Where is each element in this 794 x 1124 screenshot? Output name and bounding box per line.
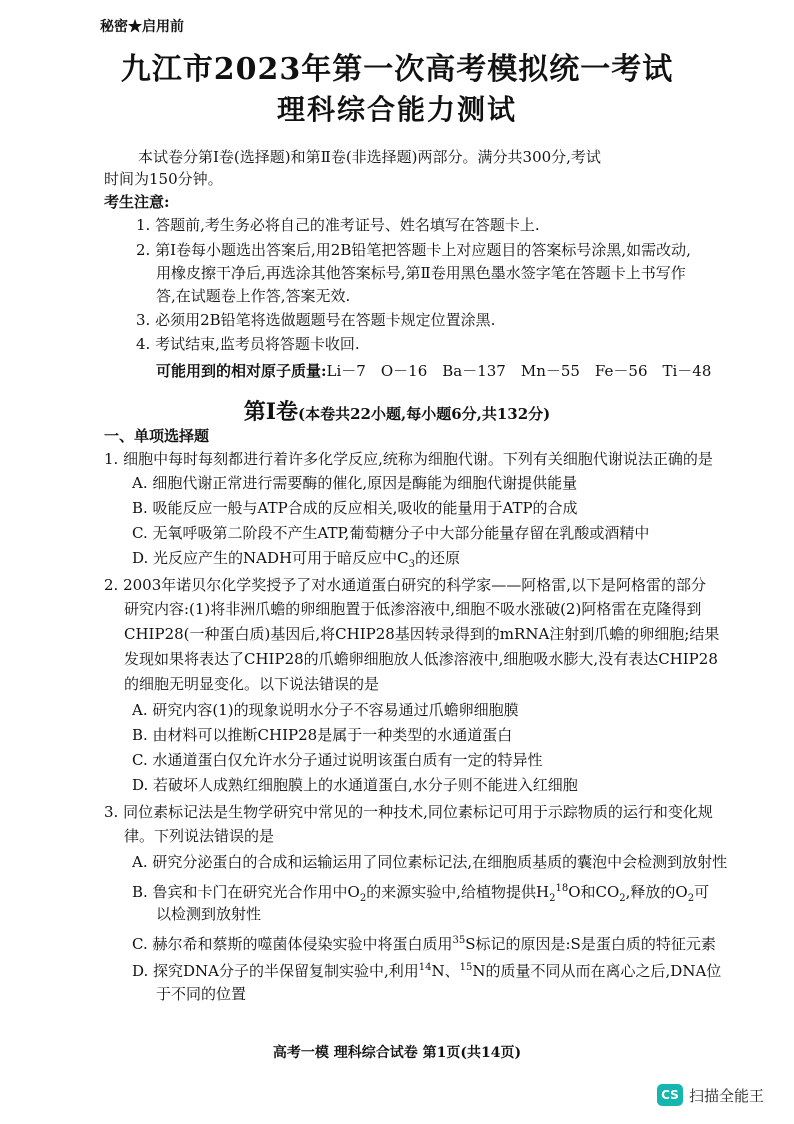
question-type: 一、单项选择题: [104, 427, 210, 445]
page-footer: 高考一模 理科综合试卷 第1页(共14页): [272, 1045, 522, 1061]
q2-line-5: 的细胞无明显变化。以下说法错误的是: [124, 675, 380, 693]
q2-option-b: B. 由材料可以推断CHIP28是属于一种类型的水通道蛋白: [132, 726, 513, 744]
notice-item-2a: 2. 第Ⅰ卷每小题选出答案后,用2B铅笔把答题卡上对应题目的答案标号涂黑,如需改动,: [136, 241, 691, 259]
atomic-mass-label: 可能用到的相对原子质量:: [156, 362, 327, 380]
q3-option-b-line-2: 以检测到放射性: [156, 905, 262, 923]
q1-option-a: A. 细胞代谢正常进行需要酶的催化,原因是酶能为细胞代谢提供能量: [132, 474, 578, 492]
q1-d-post: 的还原: [414, 549, 460, 567]
q3-option-a: A. 研究分泌蛋白的合成和运输运用了同位素标记法,在细胞质基质的囊泡中会检测到放射性: [132, 853, 728, 871]
q3-d-pre: D. 探究DNA分子的半保留复制实验中,利用: [132, 962, 419, 980]
atomic-mass-values: Li－7 O－16 Ba－137 Mn－55 Fe－56 Ti－48: [326, 362, 712, 380]
q3-option-d-line-2: 于不同的位置: [156, 985, 247, 1003]
q3-b-mid3: ,释放的O: [625, 883, 688, 901]
notice-item-1: 1. 答题前,考生务必将自己的准考证号、姓名填写在答题卡上.: [136, 216, 540, 234]
q3-d-sup-2: 15: [459, 962, 473, 973]
section-heading: [0, 395, 794, 426]
q3-b-sub-4: 2: [687, 893, 695, 904]
q3-d-mid: N、: [431, 962, 460, 980]
q3-line-1: 3. 同位素标记法是生物学研究中常见的一种技术,同位素标记可用于示踪物质的运行和变化规: [104, 803, 713, 821]
camscanner-logo-icon: CS: [657, 1084, 683, 1106]
q1-option-c: C. 无氧呼吸第二阶段不产生ATP,葡萄糖分子中大部分能量存留在乳酸或酒精中: [132, 524, 650, 542]
q3-b-mid: 的来源实验中,给植物提供H: [366, 883, 550, 901]
exam-title: 九江市2023年第一次高考模拟统一考试: [120, 52, 674, 87]
q1-d-sub: 3: [408, 559, 415, 570]
q3-b-mid2: O和CO: [568, 883, 620, 901]
intro-line-2: 时间为150分钟。: [104, 170, 223, 188]
q3-b-sub-3: 2: [619, 893, 626, 904]
section-name: 第Ⅰ卷: [243, 399, 299, 425]
q3-line-2: 律。下列说法错误的是: [124, 827, 275, 845]
q1-stem: 1. 细胞中每时每刻都进行着许多化学反应,统称为细胞代谢。下列有关细胞代谢说法正确的是: [104, 450, 713, 468]
q2-line-4: 发现如果将表达了CHIP28的爪蟾卵细胞放人低渗溶液中,细胞吸水膨大,没有表达CHIP28: [124, 650, 718, 668]
q2-line-3: CHIP28(一种蛋白质)基因后,将CHIP28基因转录得到的mRNA注射到爪蟾的卵细胞;结果: [124, 625, 720, 643]
q1-d-text: D. 光反应产生的NADH可用于暗反应中C: [132, 549, 409, 567]
q2-line-2: 研究内容:(1)将非洲爪蟾的卵细胞置于低渗溶液中,细胞不吸水涨破(2)阿格雷在克隆得到: [124, 600, 702, 618]
q3-option-c: [132, 930, 716, 955]
q3-b-sub-2: 2: [549, 893, 556, 904]
q1-option-b: B. 吸能反应一般与ATP合成的反应相关,吸收的能量用于ATP的合成: [132, 499, 578, 517]
q3-c-sup: 35: [452, 935, 466, 946]
exam-subtitle: 理科综合能力测试: [276, 93, 517, 126]
notice-item-2c: 答,在试题卷上作答,答案无效.: [156, 287, 351, 305]
notice-title: 考生注意:: [104, 193, 170, 211]
intro-line-1: 本试卷分第Ⅰ卷(选择题)和第Ⅱ卷(非选择题)两部分。满分共300分,考试: [138, 148, 601, 166]
section-desc: (本卷共22小题,每小题6分,共132分): [298, 405, 551, 423]
notice-item-2b: 用橡皮擦干净后,再选涂其他答案标号,第Ⅱ卷用黑色墨水签字笔在答题卡上书写作: [156, 264, 686, 282]
camscanner-watermark: [657, 1084, 764, 1106]
q3-b-sup: 18: [555, 883, 569, 894]
camscanner-label: 扫描全能王: [689, 1086, 765, 1105]
q2-option-d: D. 若破坏人成熟红细胞膜上的水通道蛋白,水分子则不能进入红细胞: [132, 776, 578, 794]
q1-option-d: [132, 547, 460, 576]
q2-line-1: 2. 2003年诺贝尔化学奖授予了对水通道蛋白研究的科学家——阿格雷,以下是阿格雷的部分: [104, 576, 707, 594]
q2-option-c: C. 水通道蛋白仅允许水分子通过说明该蛋白质有一定的特异性: [132, 751, 543, 769]
q3-option-d-line-1: [132, 957, 721, 982]
q3-b-post: 可: [694, 883, 710, 901]
notice-item-3: 3. 必须用2B铅笔将选做题题号在答题卡规定位置涂黑.: [136, 311, 496, 329]
atomic-mass-line: [156, 360, 711, 382]
q3-d-sup-1: 14: [418, 962, 432, 973]
q3-d-post: N的质量不同从而在离心之后,DNA位: [472, 962, 722, 980]
q2-option-a: A. 研究内容(1)的现象说明水分子不容易通过爪蟾卵细胞膜: [132, 701, 519, 719]
secret-label: 秘密★启用前: [100, 19, 184, 35]
q3-b-sub-1: 2: [359, 893, 367, 904]
notice-item-4: 4. 考试结束,监考员将答题卡收回.: [136, 335, 360, 353]
q3-b-pre: B. 鲁宾和卡门在研究光合作用中O: [132, 883, 360, 901]
q3-c-pre: C. 赫尔希和蔡斯的噬菌体侵染实验中将蛋白质用: [132, 935, 453, 953]
q3-c-post: S标记的原因是:S是蛋白质的特征元素: [465, 935, 716, 953]
